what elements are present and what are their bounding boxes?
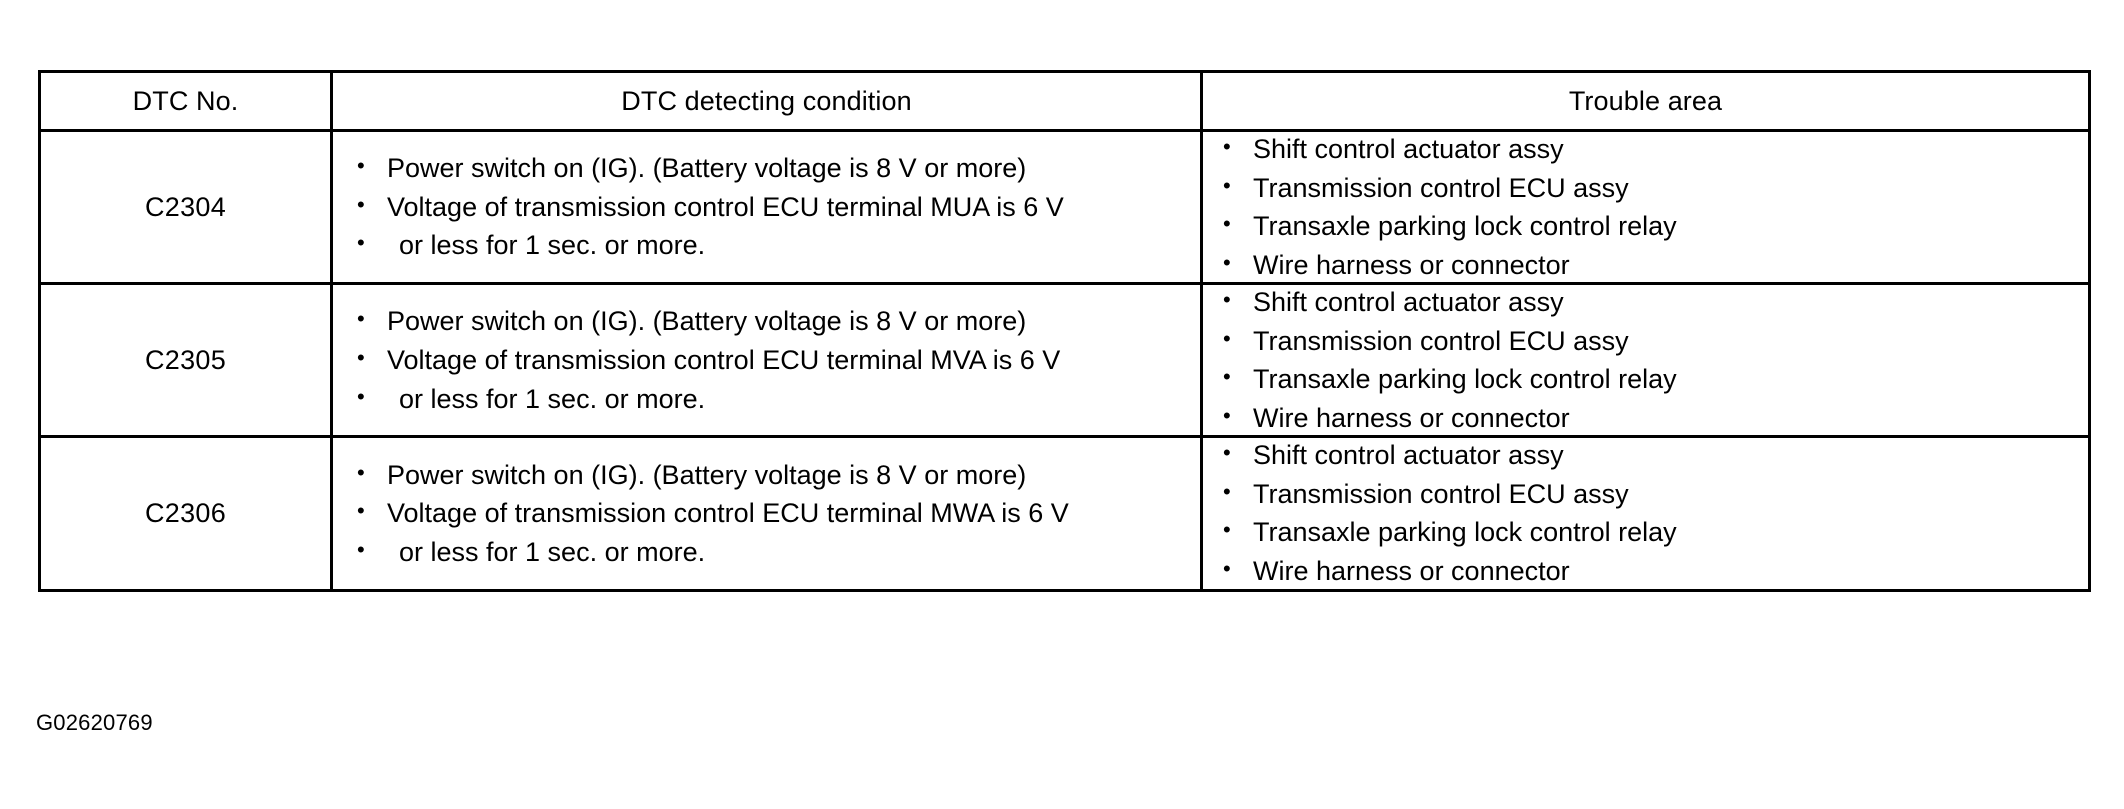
cell-detecting-condition — [332, 437, 1202, 590]
trouble-area-text: • Transaxle parking lock control relay — [1253, 211, 1677, 242]
table-header-row — [40, 72, 2090, 131]
table-row — [40, 131, 2090, 284]
condition-text: • Power switch on (IG). (Battery voltage is 8 V or more) — [387, 459, 1027, 490]
condition-list — [333, 458, 1200, 570]
list-item-continuation — [349, 382, 1190, 417]
cell-dtc-no: C2306 — [40, 437, 332, 590]
condition-text: • Voltage of transmission control ECU terminal MUA is 6 V — [387, 191, 1064, 222]
condition-text: • or less for 1 sec. or more. — [399, 230, 706, 261]
list-item — [349, 304, 1190, 339]
trouble-area-text: • Shift control actuator assy — [1253, 287, 1564, 318]
trouble-area-text: • Transmission control ECU assy — [1253, 478, 1629, 509]
table-row — [40, 437, 2090, 590]
trouble-area-text: • Wire harness or connector — [1253, 249, 1570, 280]
table-header — [40, 72, 2090, 131]
list-item — [349, 496, 1190, 531]
condition-list — [333, 151, 1200, 263]
trouble-area-list — [1203, 285, 2088, 435]
list-item — [1215, 554, 2078, 589]
list-item — [1215, 209, 2078, 244]
condition-text: • Voltage of transmission control ECU terminal MWA is 6 V — [387, 498, 1069, 529]
list-item — [1215, 132, 2078, 167]
condition-text: • Power switch on (IG). (Battery voltage is 8 V or more) — [387, 153, 1027, 184]
list-item — [1215, 324, 2078, 359]
trouble-area-text: • Shift control actuator assy — [1253, 440, 1564, 471]
trouble-area-list — [1203, 438, 2088, 588]
list-item — [349, 151, 1190, 186]
column-header-trouble-area: Trouble area — [1202, 72, 2090, 131]
condition-list — [333, 304, 1200, 416]
dtc-table — [38, 70, 2091, 592]
cell-trouble-area — [1202, 284, 2090, 437]
list-item — [349, 458, 1190, 493]
list-item — [349, 343, 1190, 378]
column-header-condition: DTC detecting condition — [332, 72, 1202, 131]
list-item — [1215, 401, 2078, 436]
list-item — [349, 190, 1190, 225]
list-item-continuation — [349, 535, 1190, 570]
trouble-area-text: • Transmission control ECU assy — [1253, 325, 1629, 356]
cell-trouble-area — [1202, 131, 2090, 284]
cell-dtc-no: C2304 — [40, 131, 332, 284]
dtc-table-container — [38, 70, 2088, 592]
trouble-area-text: • Wire harness or connector — [1253, 556, 1570, 587]
cell-detecting-condition — [332, 131, 1202, 284]
condition-text: • Power switch on (IG). (Battery voltage is 8 V or more) — [387, 306, 1027, 337]
trouble-area-text: • Transaxle parking lock control relay — [1253, 364, 1677, 395]
cell-trouble-area — [1202, 437, 2090, 590]
list-item — [1215, 477, 2078, 512]
trouble-area-list — [1203, 132, 2088, 282]
trouble-area-text: • Wire harness or connector — [1253, 402, 1570, 433]
list-item — [1215, 248, 2078, 283]
condition-text: • or less for 1 sec. or more. — [399, 536, 706, 567]
trouble-area-text: • Transaxle parking lock control relay — [1253, 517, 1677, 548]
cell-dtc-no: C2305 — [40, 284, 332, 437]
table-row — [40, 284, 2090, 437]
condition-text: • or less for 1 sec. or more. — [399, 383, 706, 414]
condition-text: • Voltage of transmission control ECU terminal MVA is 6 V — [387, 345, 1061, 375]
cell-detecting-condition — [332, 284, 1202, 437]
trouble-area-text: • Transmission control ECU assy — [1253, 172, 1629, 203]
list-item — [1215, 515, 2078, 550]
figure-id: G02620769 — [36, 710, 153, 735]
list-item — [1215, 171, 2078, 206]
list-item-continuation — [349, 228, 1190, 263]
column-header-dtc-no: DTC No. — [40, 72, 332, 131]
list-item — [1215, 438, 2078, 473]
list-item — [1215, 362, 2078, 397]
list-item — [1215, 285, 2078, 320]
trouble-area-text: • Shift control actuator assy — [1253, 134, 1564, 164]
table-body — [40, 131, 2090, 591]
